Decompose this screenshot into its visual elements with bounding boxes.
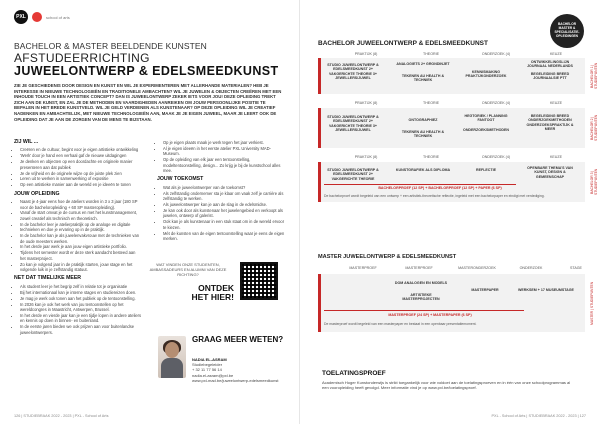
list-item: • Leren uit te werken in samenwerking of expositie	[20, 176, 142, 181]
list-item: • Creëren en de cultuur, begint voor je eigen artistieke ontwikkeling	[20, 147, 142, 152]
m-masterpaper: MASTERPAPER	[471, 288, 499, 292]
masterproef-line	[324, 310, 524, 311]
intro-paragraph: ZIE JE GESCHIEDENIS DOOR DESIGN EN KUNST EN WIL JE EXPERIMENTEREN MET ALLERHANDE MATERIALEN? HEB JE INTERESSE IN NIEUWE TECHNOLOGIEËN EN TRADITIONELE AMBACHTEN? WIL JE JUWELEN & OBJECTEN CREËREN MET EEN INHOUDE TOUCH IN EEN ARTISTIEK CONCEPT? DAN IS JUWEELONTWERP ZEKER IETS VOOR JOU! DEZE OPLEIDING TREKT ZICH AAN DE KUNST, EN ZAL JE DE METHODEN EN VAARDIGHEDEN AANREIKEN OM JOUW PERSOONLIJKE POSITIE TE BEPALEN IN HET BREDE KUNSTVELD. WIL JE GELD VERDIENEN ALS KUNSTENAAR? OP DEZE OPLEIDING WIL JE CREATIEF NADENKEN EN AMBACHTELIJK, MET NIEUWE TECHNOLOGIEËN AAN, MAAK JE JE EIGEN JUWEEL, MAAR JE LEERT OOK DE OPLEIDING DAT JE AAN DE ZORGEN VAN DE MENS TE BIJSTAAN.	[14, 83, 282, 122]
m-werksem: WERKSEM + 17 MUSEUMSTAGE	[518, 288, 574, 292]
b3-studio: STUDIO JUWEELONTWERP & EDELSMEEDKUNST 2+ VAKGERICHTE THEORIE	[327, 168, 379, 181]
m-masterproef: MASTERPROEF (24 SP) + MASTERPAPER (6 SP)	[388, 313, 472, 317]
list-item: • Tijdens het semester wordt er deze sterk aandacht besteed aan het masterproject.	[20, 250, 142, 261]
right-page	[300, 0, 600, 424]
list-item: • Naast je 4-jaar eens hoe de ateliers worden in 3 x 3 jaar (180 SP voor de bacheloropleiding + 60 SP masteropleiding).	[20, 199, 142, 210]
b3-openbare-themas: OPENBARE THEMA'S VAN KUNST, DESIGN & GEMEENSCHAP	[527, 166, 573, 179]
discover-link[interactable]: ONTDEK HET HIER!	[191, 283, 234, 302]
list-item: • Ook kan je als kunstenaar in een stuk staat om in de wereld ervoor te kiezen.	[163, 219, 285, 230]
section-heading-opleiding: JOUW OPLEIDING	[14, 190, 60, 197]
master-heading: MASTER JUWEELONTWERP & EDELSMEEDKUNST	[318, 254, 457, 260]
avatar-head	[165, 342, 179, 358]
list-item: • In het derde en vierde jaar kan je een tijdje lopen in andere ateliers en kennis op doen in binnen- en buitenland.	[20, 313, 142, 324]
pxl-logo-mark: PXL	[14, 10, 28, 24]
mad-badge-icon	[32, 12, 42, 22]
b3-reflectie: REFLECTIE	[476, 168, 496, 172]
list-item: • In de bachelor leer je atelierpraktijk op de analoge en digitale technieken en doe je ervaring op in de praktijk.	[20, 222, 142, 233]
bachelor-heading: BACHELOR JUWEELONTWERP & EDELSMEEDKUNST	[318, 40, 488, 47]
promo-text: WAT VINDEN ONZE STUDENTEN, AMBASSADEURS EN ALUMNI VAN DEZE RICHTING?	[149, 262, 227, 277]
footer-left: 126 | STUDIEBRAAK 2022 - 2023 | PXL - School of Arts	[14, 414, 109, 418]
col-header: THEORIE	[423, 155, 439, 159]
bachelorproef-line	[324, 184, 516, 185]
bachelor3-label: BACHELOR 3 | STUDIEPUNTEN	[590, 168, 598, 196]
list-item: • Als zelfstandig ondernemer sta je klaar om vaak zelf je carrière als zelfstandig te werken.	[163, 191, 285, 202]
list-item: • Op een artistieke manier aan de wereld en je ideeën te tonen	[20, 182, 142, 187]
b1-ontwikkelingslijn: ONTWIKKELINGSLIJN JOURNAAL NEDERLANDS	[527, 60, 573, 69]
col-header: MASTERPROEF	[349, 266, 377, 270]
list-item: • In de eerste jaren bieden we ook prijzen aan voor buitenlandse juweelontwerpers.	[20, 324, 142, 335]
bullet-list-intro	[157, 140, 285, 173]
list-item: • In 2026 kan je ook het werk van jou tentoonstellen op het wereldcongres in Maastricht, Antwerpen, Brussel.	[20, 302, 142, 313]
contact-website[interactable]: www.pxl-mad.be/juweelontwerp-edelsmeedkunst	[192, 377, 279, 383]
page-title-line2: JUWEELONTWERP & EDELSMEEDKUNST	[14, 64, 279, 78]
toelatingsproef-text: Academisch Hoger Kunstonderwijs is strikt toegankelijk voor wie voldoet aan de toelatingsproeven en in één van onze schoolprogrammas al een vooropleiding heeft gevolgd. Meer informatie vind je op www.pxl.be/toelatingsproef.	[322, 380, 571, 391]
b1-analogiets: ANALOGIETS 2+ GRONDINJET	[396, 62, 450, 66]
program-sticker: BACHELOR MASTER & SPECIALISATIE-OPLEIDINGEN	[550, 14, 584, 48]
list-item: • Wat als je juweelontwerper van de toekomst?	[163, 185, 285, 190]
section-heading-zij-wil: ZIJ WIL ...	[14, 139, 39, 145]
left-column	[14, 140, 142, 339]
col-header: ONDERZOEK (4)	[481, 101, 511, 105]
contact-info	[192, 357, 279, 383]
col-header: ONDERZOEK	[519, 266, 543, 270]
master-label: MASTER | STUDIEPUNTEN	[590, 281, 594, 325]
b2-studio: STUDIO JUWEELONTWERP & EDELSMEEDKUNST 2+ VAKGERICHTE THEORIE 3+ JEWELLERS/JUWEL	[327, 115, 379, 133]
list-item: • Je kan ook door als kunstenaar het juwelengebied en verkoopt als juwelen, ontwerp of galerist.	[163, 208, 285, 219]
bullet-list-zij-wil	[14, 147, 142, 187]
col-header: KEUZE	[550, 101, 562, 105]
contact-heading: GRAAG MEER WETEN?	[192, 335, 284, 344]
col-header: MASTERONDERZOEK	[458, 266, 496, 270]
list-item: • Vanaf de start omvat je de cursus en met het kunstmanagement, zowel creatief als technisch en theoretisch.	[20, 210, 142, 221]
column-headers-master	[336, 266, 596, 270]
col-header: MASTERPROEF	[405, 266, 433, 270]
b2-tekenen: TEKENEN AU HEALTH & TECHNIEK	[401, 130, 445, 139]
page-title-line1: AFSTUDEERRICHTING	[14, 51, 150, 65]
bachelor2-label: BACHELOR 2 | STUDIEPUNTEN	[590, 114, 598, 142]
col-header: THEORIE	[423, 52, 439, 56]
bullet-list-toekomst	[157, 185, 285, 242]
col-header: STAGE	[570, 266, 582, 270]
list-item: • Je de vrijheid en de originele wijze op de juiste plek zien	[20, 171, 142, 176]
contact-name: NADIA EL-ASRAM	[192, 357, 227, 362]
b1-tekenen: TEKENEN AU HEALTH & TECHNIEK	[401, 74, 445, 83]
list-item: • Bij het internationaal kan je interne stages en studiereizen doen.	[20, 290, 142, 295]
b3-note: De bachelorproef wordt begeleid van een ontwerp + een artistiek-theoretische reflectie, ingeleid met een bachelorpaper en eindigt met verdediging.	[324, 194, 545, 198]
list-item: • Zo kan je volgend jaar in de praktijk starten, jouw stage en het volgende luik in je zelfstandig statuut.	[20, 262, 142, 273]
b2-hegtoriek: HEGTORIEK / PLANNING FANTOOT	[464, 114, 508, 123]
program-kicker: BACHELOR & MASTER BEELDENDE KUNSTEN	[14, 41, 207, 51]
col-header: ONDERZOEK (4)	[481, 155, 511, 159]
list-item: • Op de opleiding van elk jaar een tentoonstelling, modeltentoonstelling, design... Zo krijg je bij de kunstschool alles mee.	[163, 157, 285, 173]
right-column	[157, 140, 285, 245]
contact-email[interactable]: nadia.el-asram@pxl.be	[192, 372, 234, 378]
m-artistieke: ARTISTIEKE MASTERPROJECTEN	[402, 293, 440, 302]
list-item: • In het derde jaar werk je aan jouw eigen artistieke portfolio.	[20, 244, 142, 249]
b1-begeleiding: BEGELEIDING BREED JOURNAALSIE PTT	[530, 72, 570, 81]
b2-onderzoeksmethoden: ONDERZOEKSMETHODEN	[463, 128, 509, 132]
list-item: • Mét de kunsten van de eigen tentoonstelling waar je eens de eigen merken.	[163, 231, 285, 242]
column-headers-b2	[336, 101, 586, 105]
b3-kunstgrafiek: KUNSTGRAFIEK ALS DIPLOMA	[395, 168, 451, 172]
qr-code-icon[interactable]	[240, 262, 278, 300]
col-header: PRAKTIJK (8)	[354, 52, 378, 56]
column-headers-b3	[336, 155, 586, 159]
m-analogen: DOM ANALOGEN EN MODELS	[394, 281, 448, 285]
logo-text: school of arts	[46, 14, 70, 20]
col-header: KEUZE	[550, 155, 562, 159]
list-item: • Je denken en objecten op een doordachte en originele manier presenteren aan dat publiek	[20, 159, 142, 170]
b1-studio: STUDIO JUWEELONTWERP & EDELSMEEDKUNST 2+ VAKGERICHTE THEORIE 3+ JEWELLERS/JUWEL	[327, 63, 379, 81]
bachelor1-label: BACHELOR 1 | STUDIEPUNTEN	[590, 62, 598, 90]
b2-begeleiding: BEGELEIDING BREED ONDERZOEKMETHODEN ONDERZOEKSPRAKTIJK & MEER	[526, 114, 574, 132]
list-item: • Je mag je werk ook tonen aan het publiek op de tentoonstelling.	[20, 296, 142, 301]
bullet-list-opleiding	[14, 199, 142, 272]
b1-kennismaking: KENNISMAKING PRAKTIJKONDERZOEK	[465, 70, 507, 79]
pxl-logo[interactable]	[14, 10, 70, 24]
section-heading-meer: NET DAT TIMELIJKE MEER	[14, 275, 82, 282]
contact-phone[interactable]: + 32 11 77 56 14	[192, 367, 222, 373]
col-header: PRAKTIJK (8)	[354, 155, 378, 159]
col-header: ONDERZOEK (4)	[481, 52, 511, 56]
avatar-body	[161, 358, 183, 378]
footer-right: PXL - School of Arts | STUDIEBRAAK 2022 - 2023 | 127	[491, 414, 586, 418]
list-item: • 'Werk' door je hand een verhaal gaf de nieuwe uitdagingen	[20, 153, 142, 158]
toelatingsproef-heading: TOELATINGSPROEF	[322, 370, 386, 377]
section-heading-toekomst: JOUW TOEKOMST	[157, 176, 204, 183]
m-note: De masterproef wordt begeleid van een masterpaper en bestaat in een openbaar presentatiemoment.	[324, 322, 477, 326]
list-item: • Als juweelontwerper kan je aan de slag in de edelsmidse.	[163, 202, 285, 207]
col-header: KEUZE	[550, 52, 562, 56]
bullet-list-meer	[14, 284, 142, 335]
list-item: • Al je eigen ideeën in het eerste atelier PXL University MAD-Museum.	[163, 146, 285, 157]
col-header: THEORIE	[423, 101, 439, 105]
contact-avatar	[158, 336, 186, 378]
contact-role: Studiebegeleider	[192, 362, 223, 368]
list-item: • In de bachelor kan je als juwelenvakvrouw met de technieken van de oude meesters werken.	[20, 233, 142, 244]
b2-ontographie: ONTOGRAPHIEZ	[408, 118, 438, 122]
col-header: PRAKTIJK (8)	[354, 101, 378, 105]
column-headers-b1	[336, 52, 586, 56]
b3-bachelorproef: BACHELORPROEF (12 SP) + BACHELORPROEF (12 SP) + PAPER (6 SP)	[378, 186, 502, 190]
list-item: • Als student leer je het begrip zelf in relatie tot je organisatie	[20, 284, 142, 289]
list-item: • Op je eigen plaats maak je werk tegen het jaar verkiest.	[163, 140, 285, 145]
